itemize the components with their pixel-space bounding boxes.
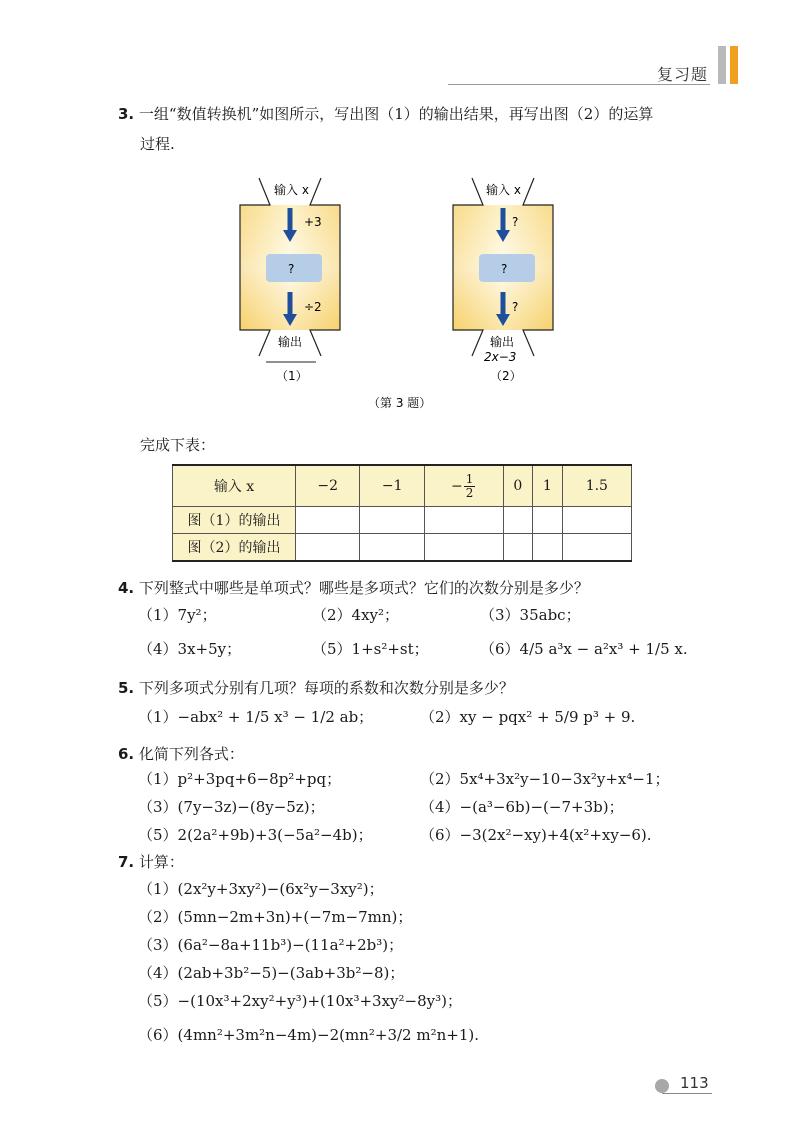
- question-number: 7.: [118, 853, 135, 871]
- question-7: [118, 850, 184, 874]
- page-number-dot: [655, 1079, 669, 1093]
- q6-item-6: （6）−3(2x²−xy)+4(x²+xy−6).: [420, 826, 652, 844]
- page-number: 113: [680, 1074, 709, 1092]
- conversion-machine-figures: [0, 0, 800, 420]
- table-answer-cell[interactable]: [360, 507, 424, 534]
- table-answer-cell[interactable]: [533, 507, 563, 534]
- figure-2: [453, 178, 553, 383]
- q7-item-1: （1）(2x²y+3xy²)−(6x²y−3xy²)；: [138, 880, 384, 898]
- table-answer-cell[interactable]: [562, 534, 631, 562]
- q7-item-5: （5）−(10x³+2xy²+y³)+(10x³+3xy²−8y³)；: [138, 992, 462, 1010]
- figure-1: [240, 178, 340, 383]
- table-answer-cell[interactable]: [503, 534, 533, 562]
- fraction-one-half: $\frac{1}{2}$: [465, 471, 474, 500]
- fig2-mid: ?: [501, 262, 508, 276]
- question-number: 3.: [118, 105, 135, 123]
- q6-item-5: （5）2(2a²+9b)+3(−5a²−4b)；: [138, 826, 373, 844]
- q4-item-5: （5）1+s²+st；: [312, 640, 429, 658]
- fig2-step1: ?: [512, 215, 519, 229]
- fig1-output-label: 输出: [278, 335, 303, 349]
- table-input-cell: −1: [360, 465, 424, 507]
- question-number: 6.: [118, 745, 135, 763]
- table-row-label: 图（2）的输出: [173, 534, 296, 562]
- table-intro: 完成下表：: [140, 436, 216, 454]
- q6-item-4: （4）−(a³−6b)−(−7+3b)；: [420, 798, 624, 816]
- table-input-cell: [424, 465, 503, 507]
- q4-item-3: （3）35abc；: [480, 606, 581, 624]
- question-3-continued: 过程.: [140, 135, 175, 153]
- fig2-input-label: 输入 x: [486, 183, 521, 197]
- fig2-output-label: 输出: [490, 335, 515, 349]
- q6-item-2: （2）5x⁴+3x²y−10−3x²y+x⁴−1；: [420, 770, 670, 788]
- question-text: 下列多项式分别有几项？每项的系数和次数分别是多少？: [138, 679, 514, 697]
- table-answer-cell[interactable]: [296, 507, 360, 534]
- minus-sign: −: [451, 478, 463, 494]
- fig1-step2: ÷2: [304, 300, 322, 314]
- fig2-caption: （2）: [490, 369, 522, 383]
- q5-item-2: （2）xy − pqx² + 5/9 p³ + 9.: [420, 708, 636, 726]
- input-output-table: [172, 464, 632, 562]
- question-number: 4.: [118, 579, 135, 597]
- table-answer-cell[interactable]: [503, 507, 533, 534]
- table-input-cell: 1: [533, 465, 563, 507]
- table-input-cell: 0: [503, 465, 533, 507]
- table-input-cell: 1.5: [562, 465, 631, 507]
- question-text: 计算：: [138, 853, 184, 871]
- q4-item-6: （6）4/5 a³x − a²x³ + 1/5 x.: [480, 640, 688, 658]
- table-row: [173, 534, 632, 562]
- question-number: 5.: [118, 679, 135, 697]
- table-input-cell: −2: [296, 465, 360, 507]
- table-answer-cell[interactable]: [360, 534, 424, 562]
- page-section-title: 复习题: [656, 65, 708, 84]
- figure-caption: （第 3 题）: [368, 396, 432, 410]
- q5-item-1: （1）−abx² + 1/5 x³ − 1/2 ab；: [138, 708, 374, 726]
- fig1-input-label: 输入 x: [274, 183, 309, 197]
- table-answer-cell[interactable]: [296, 534, 360, 562]
- table-answer-cell[interactable]: [424, 507, 503, 534]
- table-answer-cell[interactable]: [424, 534, 503, 562]
- q7-item-2: （2）(5mn−2m+3n)+(−7m−7mn)；: [138, 908, 413, 926]
- q6-item-1: （1）p²+3pq+6−8p²+pq；: [138, 770, 342, 788]
- q7-item-4: （4）(2ab+3b²−5)−(3ab+3b²−8)；: [138, 964, 405, 982]
- q6-item-3: （3）(7y−3z)−(8y−5z)；: [138, 798, 325, 816]
- question-text: 化简下列各式：: [138, 745, 244, 763]
- question-6: [118, 742, 244, 766]
- q7-item-3: （3）(6a²−8a+11b³)−(11a²+2b³)；: [138, 936, 404, 954]
- q4-item-2: （2）4xy²；: [312, 606, 400, 624]
- fig1-caption: （1）: [276, 369, 308, 383]
- q4-item-1: （1）7y²；: [138, 606, 217, 624]
- fig2-step2: ?: [512, 300, 519, 314]
- question-text: 下列整式中哪些是单项式？哪些是多项式？它们的次数分别是多少？: [138, 579, 589, 597]
- table-row: [173, 507, 632, 534]
- question-5: [118, 676, 514, 700]
- table-row-label: 图（1）的输出: [173, 507, 296, 534]
- table-header-label: 输入 x: [173, 465, 296, 507]
- q7-item-6: （6）(4mn²+3m²n−4m)−2(mn²+3/2 m²n+1).: [138, 1026, 480, 1044]
- question-text: 一组“数值转换机”如图所示，写出图（1）的输出结果，再写出图（2）的运算: [138, 105, 654, 123]
- question-4: [118, 576, 589, 600]
- fig2-output-value: 2x−3: [484, 350, 517, 364]
- table-answer-cell[interactable]: [562, 507, 631, 534]
- page-number-rule: [662, 1093, 712, 1094]
- table-header-row: [173, 465, 632, 507]
- q4-item-4: （4）3x+5y；: [138, 640, 242, 658]
- fig1-mid: ?: [288, 262, 295, 276]
- table-answer-cell[interactable]: [533, 534, 563, 562]
- fig1-step1: +3: [304, 215, 322, 229]
